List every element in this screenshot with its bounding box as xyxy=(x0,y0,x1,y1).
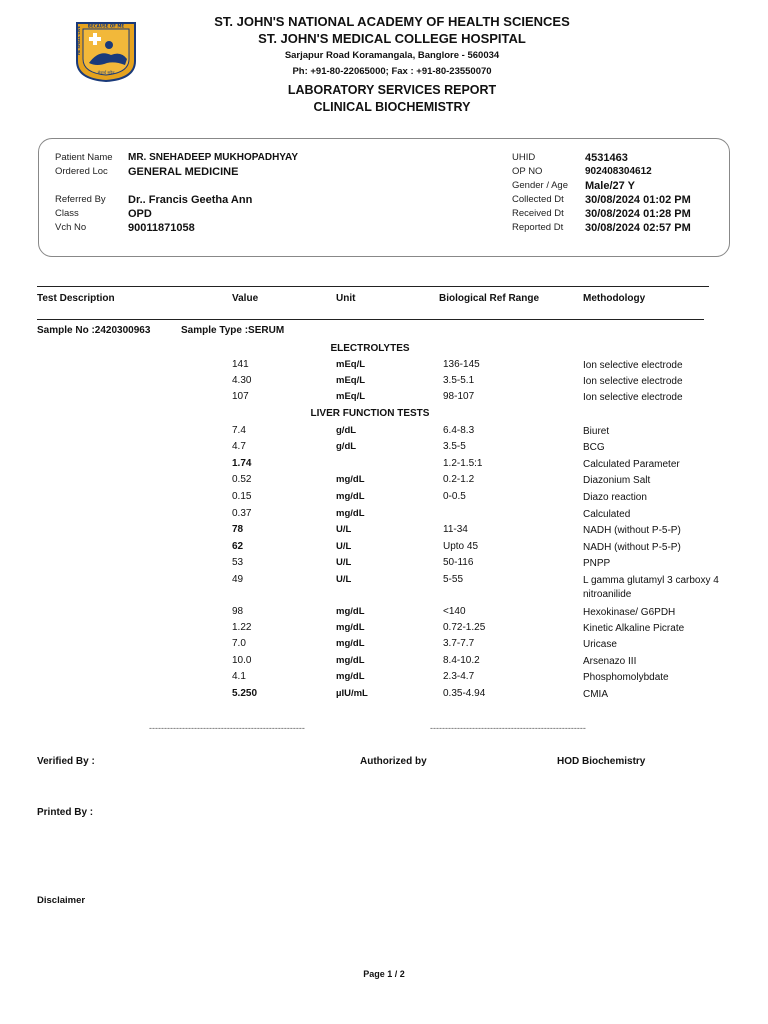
table-row xyxy=(0,524,768,540)
result-value: 10.0 xyxy=(232,655,252,666)
patient-name: MR. SNEHADEEP MUKHOPADHYAY xyxy=(128,152,299,163)
col-ref-range: Biological Ref Range xyxy=(439,293,540,304)
result-range: 0.72-1.25 xyxy=(443,622,486,633)
result-value: 0.15 xyxy=(232,491,252,502)
hospital-phone: Ph: +91-80-22065000; Fax : +91-80-23550070 xyxy=(292,66,492,77)
result-range: 50-116 xyxy=(443,557,474,568)
result-range: Upto 45 xyxy=(443,541,479,552)
result-unit: U/L xyxy=(336,574,352,585)
result-method: Calculated xyxy=(583,509,631,520)
result-value: 107 xyxy=(232,391,249,402)
col-unit: Unit xyxy=(336,293,356,304)
result-unit: U/L xyxy=(336,557,352,568)
result-method: NADH (without P-5-P) xyxy=(583,542,681,553)
table-row xyxy=(0,638,768,654)
result-range: 3.5-5 xyxy=(443,441,466,452)
col-value: Value xyxy=(232,293,259,304)
svg-text:सेवार्थ सदैव: सेवार्थ सदैव xyxy=(97,70,115,75)
result-method: CMIA xyxy=(583,689,608,700)
result-range: 3.5-5.1 xyxy=(443,375,475,386)
gender-age: Male/27 Y xyxy=(585,180,635,192)
result-value: 4.1 xyxy=(232,671,246,682)
table-row xyxy=(0,541,768,557)
vch-no-label: Vch No xyxy=(55,222,87,233)
report-title: LABORATORY SERVICES REPORT xyxy=(287,83,497,97)
result-range: 2.3-4.7 xyxy=(443,671,475,682)
table-row xyxy=(0,688,768,704)
svg-text:HE SHALL LIVE: HE SHALL LIVE xyxy=(77,25,81,55)
sample-type: Sample Type :SERUM xyxy=(181,325,285,336)
table-row xyxy=(0,557,768,573)
result-unit: mg/dL xyxy=(336,606,365,617)
result-range: 98-107 xyxy=(443,391,475,402)
result-unit: mg/dL xyxy=(336,622,365,633)
result-unit: mg/dL xyxy=(336,638,365,649)
result-value: 1.74 xyxy=(232,458,252,469)
result-method: Diazo reaction xyxy=(583,492,647,503)
result-unit: mEq/L xyxy=(336,359,366,370)
table-row xyxy=(0,391,768,407)
result-range: 0.2-1.2 xyxy=(443,474,475,485)
result-range: 6.4-8.3 xyxy=(443,425,475,436)
uhid-label: UHID xyxy=(512,152,536,163)
patient-name-label: Patient Name xyxy=(55,152,113,163)
reported-label: Reported Dt xyxy=(512,222,564,233)
result-method: Phosphomolybdate xyxy=(583,672,669,683)
referred-by-label: Referred By xyxy=(55,194,106,205)
result-unit: mg/dL xyxy=(336,508,365,519)
result-method: Calculated Parameter xyxy=(583,459,680,470)
department-name: CLINICAL BIOCHEMISTRY xyxy=(313,100,471,114)
collected-date: 30/08/2024 01:02 PM xyxy=(585,194,691,206)
authorized-by: Authorized by xyxy=(360,756,427,767)
result-range: <140 xyxy=(443,606,466,617)
table-top-rule xyxy=(37,286,709,287)
result-unit: mEq/L xyxy=(336,391,366,402)
result-method: Diazonium Salt xyxy=(583,475,651,486)
table-row xyxy=(0,491,768,507)
result-value: 53 xyxy=(232,557,244,568)
gender-age-label: Gender / Age xyxy=(512,180,568,191)
result-unit: mg/dL xyxy=(336,491,365,502)
result-range: 11-34 xyxy=(443,524,468,535)
table-row xyxy=(0,508,768,524)
result-unit: U/L xyxy=(336,541,352,552)
result-value: 4.7 xyxy=(232,441,246,452)
col-methodology: Methodology xyxy=(583,293,646,304)
result-value: 5.250 xyxy=(232,688,258,699)
result-unit: g/dL xyxy=(336,441,357,452)
table-row xyxy=(0,622,768,638)
result-range: 0-0.5 xyxy=(443,491,466,502)
result-method: PNPP xyxy=(583,558,611,569)
table-row xyxy=(0,574,768,600)
result-method: Biuret xyxy=(583,426,610,437)
class-label: Class xyxy=(55,208,79,219)
table-row xyxy=(0,606,768,622)
table-row xyxy=(0,375,768,391)
hospital-address: Sarjapur Road Koramangala, Banglore - 560034 xyxy=(284,50,500,61)
patient-class: OPD xyxy=(128,208,152,220)
result-method: NADH (without P-5-P) xyxy=(583,525,681,536)
received-label: Received Dt xyxy=(512,208,564,219)
result-range: 0.35-4.94 xyxy=(443,688,486,699)
reported-date: 30/08/2024 02:57 PM xyxy=(585,222,691,234)
result-method: Ion selective electrode xyxy=(583,376,683,387)
table-row xyxy=(0,671,768,687)
result-unit: mg/dL xyxy=(336,474,365,485)
result-range: 8.4-10.2 xyxy=(443,655,480,666)
op-no-label: OP NO xyxy=(512,166,543,177)
ordered-loc: GENERAL MEDICINE xyxy=(128,166,239,178)
table-row xyxy=(0,474,768,490)
result-value: 141 xyxy=(232,359,249,370)
result-unit: mEq/L xyxy=(336,375,366,386)
signature-line: ---------------------------------------------------- xyxy=(149,723,305,733)
result-unit: mg/dL xyxy=(336,671,365,682)
result-method: Ion selective electrode xyxy=(583,392,683,403)
result-value: 62 xyxy=(232,541,244,552)
result-value: 7.0 xyxy=(232,638,246,649)
result-method: BCG xyxy=(583,442,605,453)
table-row xyxy=(0,458,768,474)
col-test-description: Test Description xyxy=(37,293,115,304)
table-row xyxy=(0,655,768,671)
received-date: 30/08/2024 01:28 PM xyxy=(585,208,691,220)
result-method: Hexokinase/ G6PDH xyxy=(583,607,676,618)
uhid: 4531463 xyxy=(585,152,628,164)
disclaimer: Disclaimer xyxy=(37,895,86,906)
table-header-rule xyxy=(37,319,704,320)
result-method: Ion selective electrode xyxy=(583,360,683,371)
collected-label: Collected Dt xyxy=(512,194,564,205)
table-row xyxy=(0,425,768,441)
result-unit: g/dL xyxy=(336,425,357,436)
table-row xyxy=(0,359,768,375)
hospital-name: ST. JOHN'S MEDICAL COLLEGE HOSPITAL xyxy=(258,31,526,46)
vch-no: 90011871058 xyxy=(128,222,195,234)
section-electrolytes: ELECTROLYTES xyxy=(330,343,410,354)
ordered-loc-label: Ordered Loc xyxy=(55,166,108,177)
page-number: Page 1 / 2 xyxy=(363,969,405,979)
result-unit: µIU/mL xyxy=(336,688,368,699)
printed-by: Printed By : xyxy=(37,807,94,818)
result-method: L gamma glutamyl 3 carboxy 4 nitroanilide xyxy=(583,575,719,600)
result-value: 49 xyxy=(232,574,244,585)
result-value: 4.30 xyxy=(232,375,252,386)
result-method: Arsenazo III xyxy=(583,656,637,667)
result-unit: mg/dL xyxy=(336,655,365,666)
result-value: 1.22 xyxy=(232,622,252,633)
result-value: 78 xyxy=(232,524,244,535)
referred-by: Dr.. Francis Geetha Ann xyxy=(128,194,253,206)
sample-no: Sample No :2420300963 xyxy=(37,325,151,336)
table-row xyxy=(0,441,768,457)
section-liver-function: LIVER FUNCTION TESTS xyxy=(310,408,430,419)
op-no: 902408304612 xyxy=(585,166,652,177)
result-value: 0.52 xyxy=(232,474,252,485)
result-range: 5-55 xyxy=(443,574,464,585)
result-range: 3.7-7.7 xyxy=(443,638,475,649)
signature-line: ---------------------------------------------------- xyxy=(430,723,586,733)
institution-name: ST. JOHN'S NATIONAL ACADEMY OF HEALTH SCIENCES xyxy=(214,14,570,29)
result-method: Uricase xyxy=(583,639,617,650)
result-unit: U/L xyxy=(336,524,352,535)
verified-by: Verified By : xyxy=(37,756,95,767)
result-value: 98 xyxy=(232,606,244,617)
svg-text:BECAUSE OF ME: BECAUSE OF ME xyxy=(87,23,125,29)
result-value: 7.4 xyxy=(232,425,246,436)
result-range: 1.2-1.5:1 xyxy=(443,458,483,469)
result-range: 136-145 xyxy=(443,359,480,370)
result-value: 0.37 xyxy=(232,508,252,519)
hod-biochemistry: HOD Biochemistry xyxy=(557,756,646,767)
result-method: Kinetic Alkaline Picrate xyxy=(583,623,685,634)
